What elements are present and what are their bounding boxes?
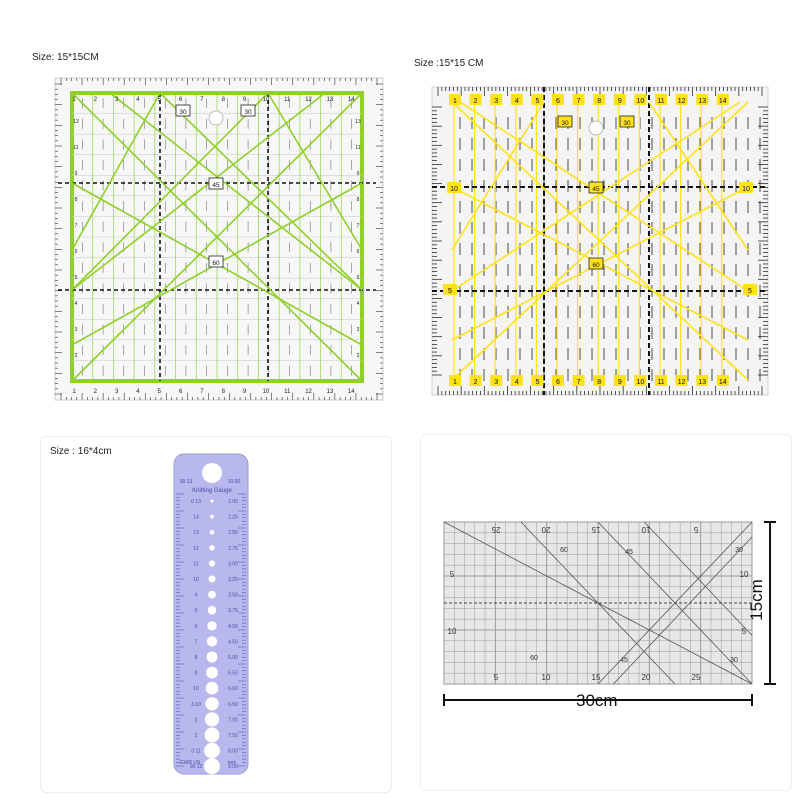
gauge-us-value: 0 13 [191, 499, 201, 505]
gauge-mm-value: 9.00 [228, 764, 238, 771]
yellow-bottom-number: 12 [677, 379, 686, 386]
long-ruler-top-number: 25 [491, 525, 501, 534]
height-dimension-label: 15cm [746, 579, 766, 621]
long-ruler-angle-label: 45 [625, 549, 633, 556]
green-side-number: 6 [74, 249, 78, 255]
long-ruler-angle-label: 45 [620, 657, 628, 664]
gauge-mm-value: 3.75 [228, 608, 238, 615]
yellow-bottom-number: 3 [494, 379, 499, 386]
green-bottom-number: 13 [326, 389, 334, 395]
gauge-us-value: 14 [193, 514, 199, 521]
gauge-needle-hole [207, 621, 216, 630]
long-ruler-image [400, 420, 800, 800]
yellow-bottom-number: 1 [453, 379, 457, 386]
green-bottom-number: 12 [305, 389, 312, 395]
green-side-number: 2 [356, 353, 360, 359]
gauge-us-value: 4 [194, 592, 198, 599]
yellow-bottom-number: 10 [636, 379, 645, 386]
gauge-bottom-right-label: mm [227, 760, 237, 766]
green-ruler-panel [0, 0, 400, 420]
gauge-needle-hole [208, 591, 216, 599]
yellow-top-number: 10 [636, 98, 645, 105]
gauge-us-value: 11 [193, 561, 199, 568]
gauge-needle-hole [204, 743, 220, 759]
long-ruler-angle-label: 30 [730, 657, 738, 664]
long-ruler-bottom-number: 25 [691, 673, 701, 682]
gauge-us-value: 3 10 [191, 701, 201, 708]
long-ruler-angle-label: 60 [530, 655, 538, 662]
green-top-number: 13 [326, 97, 334, 103]
green-top-number: 4 [136, 97, 140, 103]
green-bottom-number: 4 [136, 389, 140, 395]
yellow-angle-label: 30 [561, 120, 569, 127]
gauge-needle-hole [206, 682, 219, 695]
gauge-top-left-label: 00 13 [179, 479, 193, 485]
long-ruler-side-number: 5 [741, 627, 747, 636]
green-ruler-size-label: Size: 15*15CM [32, 52, 99, 63]
green-top-number: 12 [305, 97, 312, 103]
gauge-mm-value: 8.00 [228, 748, 238, 755]
yellow-angle-label: 45 [592, 186, 600, 193]
gauge-needle-hole [210, 530, 215, 535]
gauge-mm-value: 3.50 [228, 592, 238, 599]
yellow-top-number: 6 [556, 98, 560, 105]
long-ruler-top-number: 5 [693, 525, 699, 534]
green-bottom-number: 10 [262, 389, 270, 395]
long-ruler-top-number: 20 [541, 525, 551, 534]
gauge-us-value: 2 [194, 717, 198, 724]
green-angle-label: 45 [212, 182, 220, 189]
yellow-top-number: 8 [597, 98, 602, 105]
gauge-us-value: 7 [194, 639, 198, 646]
gauge-mm-value: 2.75 [228, 545, 238, 552]
gauge-needle-hole [211, 500, 214, 503]
gauge-needle-hole [208, 606, 217, 615]
gauge-us-value: 00 13 [189, 764, 203, 771]
green-side-number: 8 [74, 197, 78, 203]
knitting-gauge-panel [0, 420, 400, 800]
gauge-us-value: 8 [194, 655, 198, 661]
gauge-needle-hole [205, 697, 218, 710]
width-dimension-label: 30cm [576, 691, 618, 710]
gauge-mm-value: 6.50 [228, 701, 238, 708]
gauge-needle-hole [209, 576, 216, 583]
gauge-needle-hole [204, 758, 220, 774]
yellow-bottom-number: 13 [698, 379, 707, 386]
green-bottom-number: 14 [347, 389, 355, 395]
gauge-us-value: 12 [193, 545, 199, 552]
yellow-bottom-number: 8 [597, 379, 602, 386]
yellow-top-number: 7 [576, 98, 581, 105]
yellow-bottom-number: 2 [473, 379, 478, 386]
gauge-us-value: 1 [194, 733, 198, 739]
gauge-needle-hole [209, 560, 215, 566]
gauge-needle-hole [207, 652, 218, 663]
green-angle-label: 30 [244, 109, 252, 116]
gauge-needle-hole [205, 712, 219, 726]
yellow-top-number: 5 [535, 98, 540, 105]
green-bottom-number: 11 [284, 389, 291, 395]
green-side-number: 4 [74, 301, 78, 307]
yellow-top-number: 1 [453, 98, 457, 105]
gauge-needle-hole [209, 545, 214, 550]
yellow-ruler-panel [400, 0, 800, 420]
yellow-top-number: 2 [473, 98, 478, 105]
yellow-bottom-number: 7 [576, 379, 581, 386]
yellow-bottom-number: 5 [535, 379, 540, 386]
yellow-top-number: 3 [494, 98, 499, 105]
gauge-us-value: 0 11 [191, 748, 201, 755]
green-top-number: 9 [242, 97, 247, 103]
green-bottom-number: 3 [114, 389, 119, 395]
gauge-mm-value: 4.50 [228, 639, 238, 646]
gauge-needle-hole [210, 515, 214, 519]
green-bottom-number: 7 [200, 389, 204, 395]
green-top-number: 2 [93, 97, 97, 103]
gauge-mm-value: 4.00 [228, 623, 238, 630]
green-side-number: 2 [74, 353, 78, 359]
green-side-number: 6 [356, 249, 360, 255]
long-ruler-angle-label: 60 [560, 547, 568, 554]
yellow-top-number: 4 [514, 98, 519, 105]
knitting-gauge-image [0, 420, 400, 800]
green-side-number: 5 [356, 275, 360, 281]
green-bottom-number: 9 [242, 389, 247, 395]
long-ruler-bottom-number: 20 [641, 673, 651, 682]
yellow-angle-label: 30 [623, 120, 631, 127]
yellow-bottom-number: 6 [556, 379, 560, 386]
yellow-top-number: 12 [677, 98, 686, 105]
green-angle-label: 60 [212, 260, 220, 267]
yellow-angle-label: 60 [592, 262, 600, 269]
yellow-side-label: 10 [450, 186, 458, 193]
gauge-bottom-left-label: GWR US [179, 760, 201, 766]
gauge-mm-value: 7.00 [228, 717, 238, 724]
gauge-us-value: 10 [193, 686, 199, 693]
gauge-mm-value: 2.50 [228, 530, 238, 537]
green-side-number: 13 [355, 119, 361, 125]
long-ruler-side-number: 10 [739, 570, 749, 579]
green-side-number: 8 [356, 197, 360, 203]
yellow-top-number: 13 [698, 98, 707, 105]
gauge-mm-value: 2.25 [228, 514, 238, 521]
yellow-bottom-number: 9 [617, 379, 622, 386]
yellow-side-label: 10 [742, 186, 750, 193]
long-ruler-bottom-number: 5 [493, 673, 499, 682]
green-side-number: 7 [74, 223, 78, 229]
long-ruler-side-number: 10 [447, 627, 457, 636]
yellow-side-label: 5 [748, 288, 752, 295]
gauge-mm-value: 3.25 [228, 577, 238, 583]
gauge-mm-value: 6.00 [228, 686, 238, 693]
yellow-ruler-size-label: Size :15*15 CM [414, 58, 484, 69]
yellow-bottom-number: 4 [514, 379, 519, 386]
yellow-ruler-image [400, 0, 800, 420]
green-top-number: 7 [200, 97, 204, 103]
green-side-number: 9 [74, 171, 78, 177]
long-ruler-top-number: 15 [591, 525, 601, 534]
gauge-title: Knitting Gauge [192, 488, 232, 494]
green-top-number: 11 [284, 97, 291, 103]
green-bottom-number: 1 [72, 389, 76, 395]
green-side-number: 9 [356, 171, 360, 177]
gauge-mm-value: 2.00 [228, 499, 238, 505]
green-side-number: 3 [356, 327, 360, 333]
gauge-mm-value: 3.00 [228, 561, 238, 568]
green-side-number: 7 [356, 223, 360, 229]
yellow-bottom-number: 14 [718, 379, 727, 386]
green-side-number: 3 [74, 327, 78, 333]
gauge-size-label: Size : 16*4cm [50, 446, 112, 457]
long-ruler-bottom-number: 15 [591, 673, 601, 682]
hanging-hole [589, 121, 603, 135]
gauge-needle-hole [207, 636, 217, 646]
green-ruler-image [0, 0, 400, 420]
gauge-mm-value: 5.50 [228, 670, 238, 677]
gauge-us-value: 5 [194, 608, 198, 615]
green-side-number: 5 [74, 275, 78, 281]
hanging-hole [209, 111, 223, 125]
yellow-bottom-number: 11 [657, 379, 665, 386]
gauge-needle-hole [206, 667, 218, 679]
green-side-number: 11 [355, 145, 361, 151]
green-angle-label: 30 [179, 109, 187, 116]
yellow-top-number: 9 [617, 98, 622, 105]
green-top-number: 14 [347, 97, 355, 103]
long-ruler-angle-label: 30 [735, 547, 743, 554]
gauge-us-value: 6 [194, 623, 198, 630]
green-top-number: 8 [221, 97, 225, 103]
green-bottom-number: 6 [178, 389, 183, 395]
green-top-number: 6 [178, 97, 183, 103]
green-top-number: 5 [157, 97, 161, 103]
gauge-top-right-label: 10.00 [227, 479, 241, 485]
yellow-top-number: 11 [657, 98, 665, 105]
green-side-number: 4 [356, 301, 360, 307]
long-ruler-side-number: 5 [449, 570, 455, 579]
green-top-number: 3 [114, 97, 119, 103]
green-top-number: 10 [262, 97, 270, 103]
gauge-hanging-hole [202, 463, 222, 483]
yellow-side-label: 5 [448, 288, 452, 295]
green-top-number: 1 [72, 97, 76, 103]
gauge-mm-value: 7.50 [228, 733, 238, 739]
green-bottom-number: 5 [157, 389, 161, 395]
long-ruler-bottom-number: 10 [541, 673, 551, 682]
yellow-top-number: 14 [718, 98, 727, 105]
gauge-needle-hole [205, 728, 220, 743]
green-bottom-number: 2 [93, 389, 97, 395]
gauge-mm-value: 5.00 [228, 655, 238, 661]
long-ruler-top-number: 10 [641, 525, 651, 534]
green-bottom-number: 8 [221, 389, 225, 395]
long-ruler-panel [400, 420, 800, 800]
gauge-us-value: 9 [194, 670, 198, 677]
green-side-number: 13 [73, 119, 79, 125]
gauge-us-value: 10 [193, 577, 199, 583]
gauge-us-value: 13 [193, 530, 199, 537]
green-side-number: 11 [73, 145, 79, 151]
